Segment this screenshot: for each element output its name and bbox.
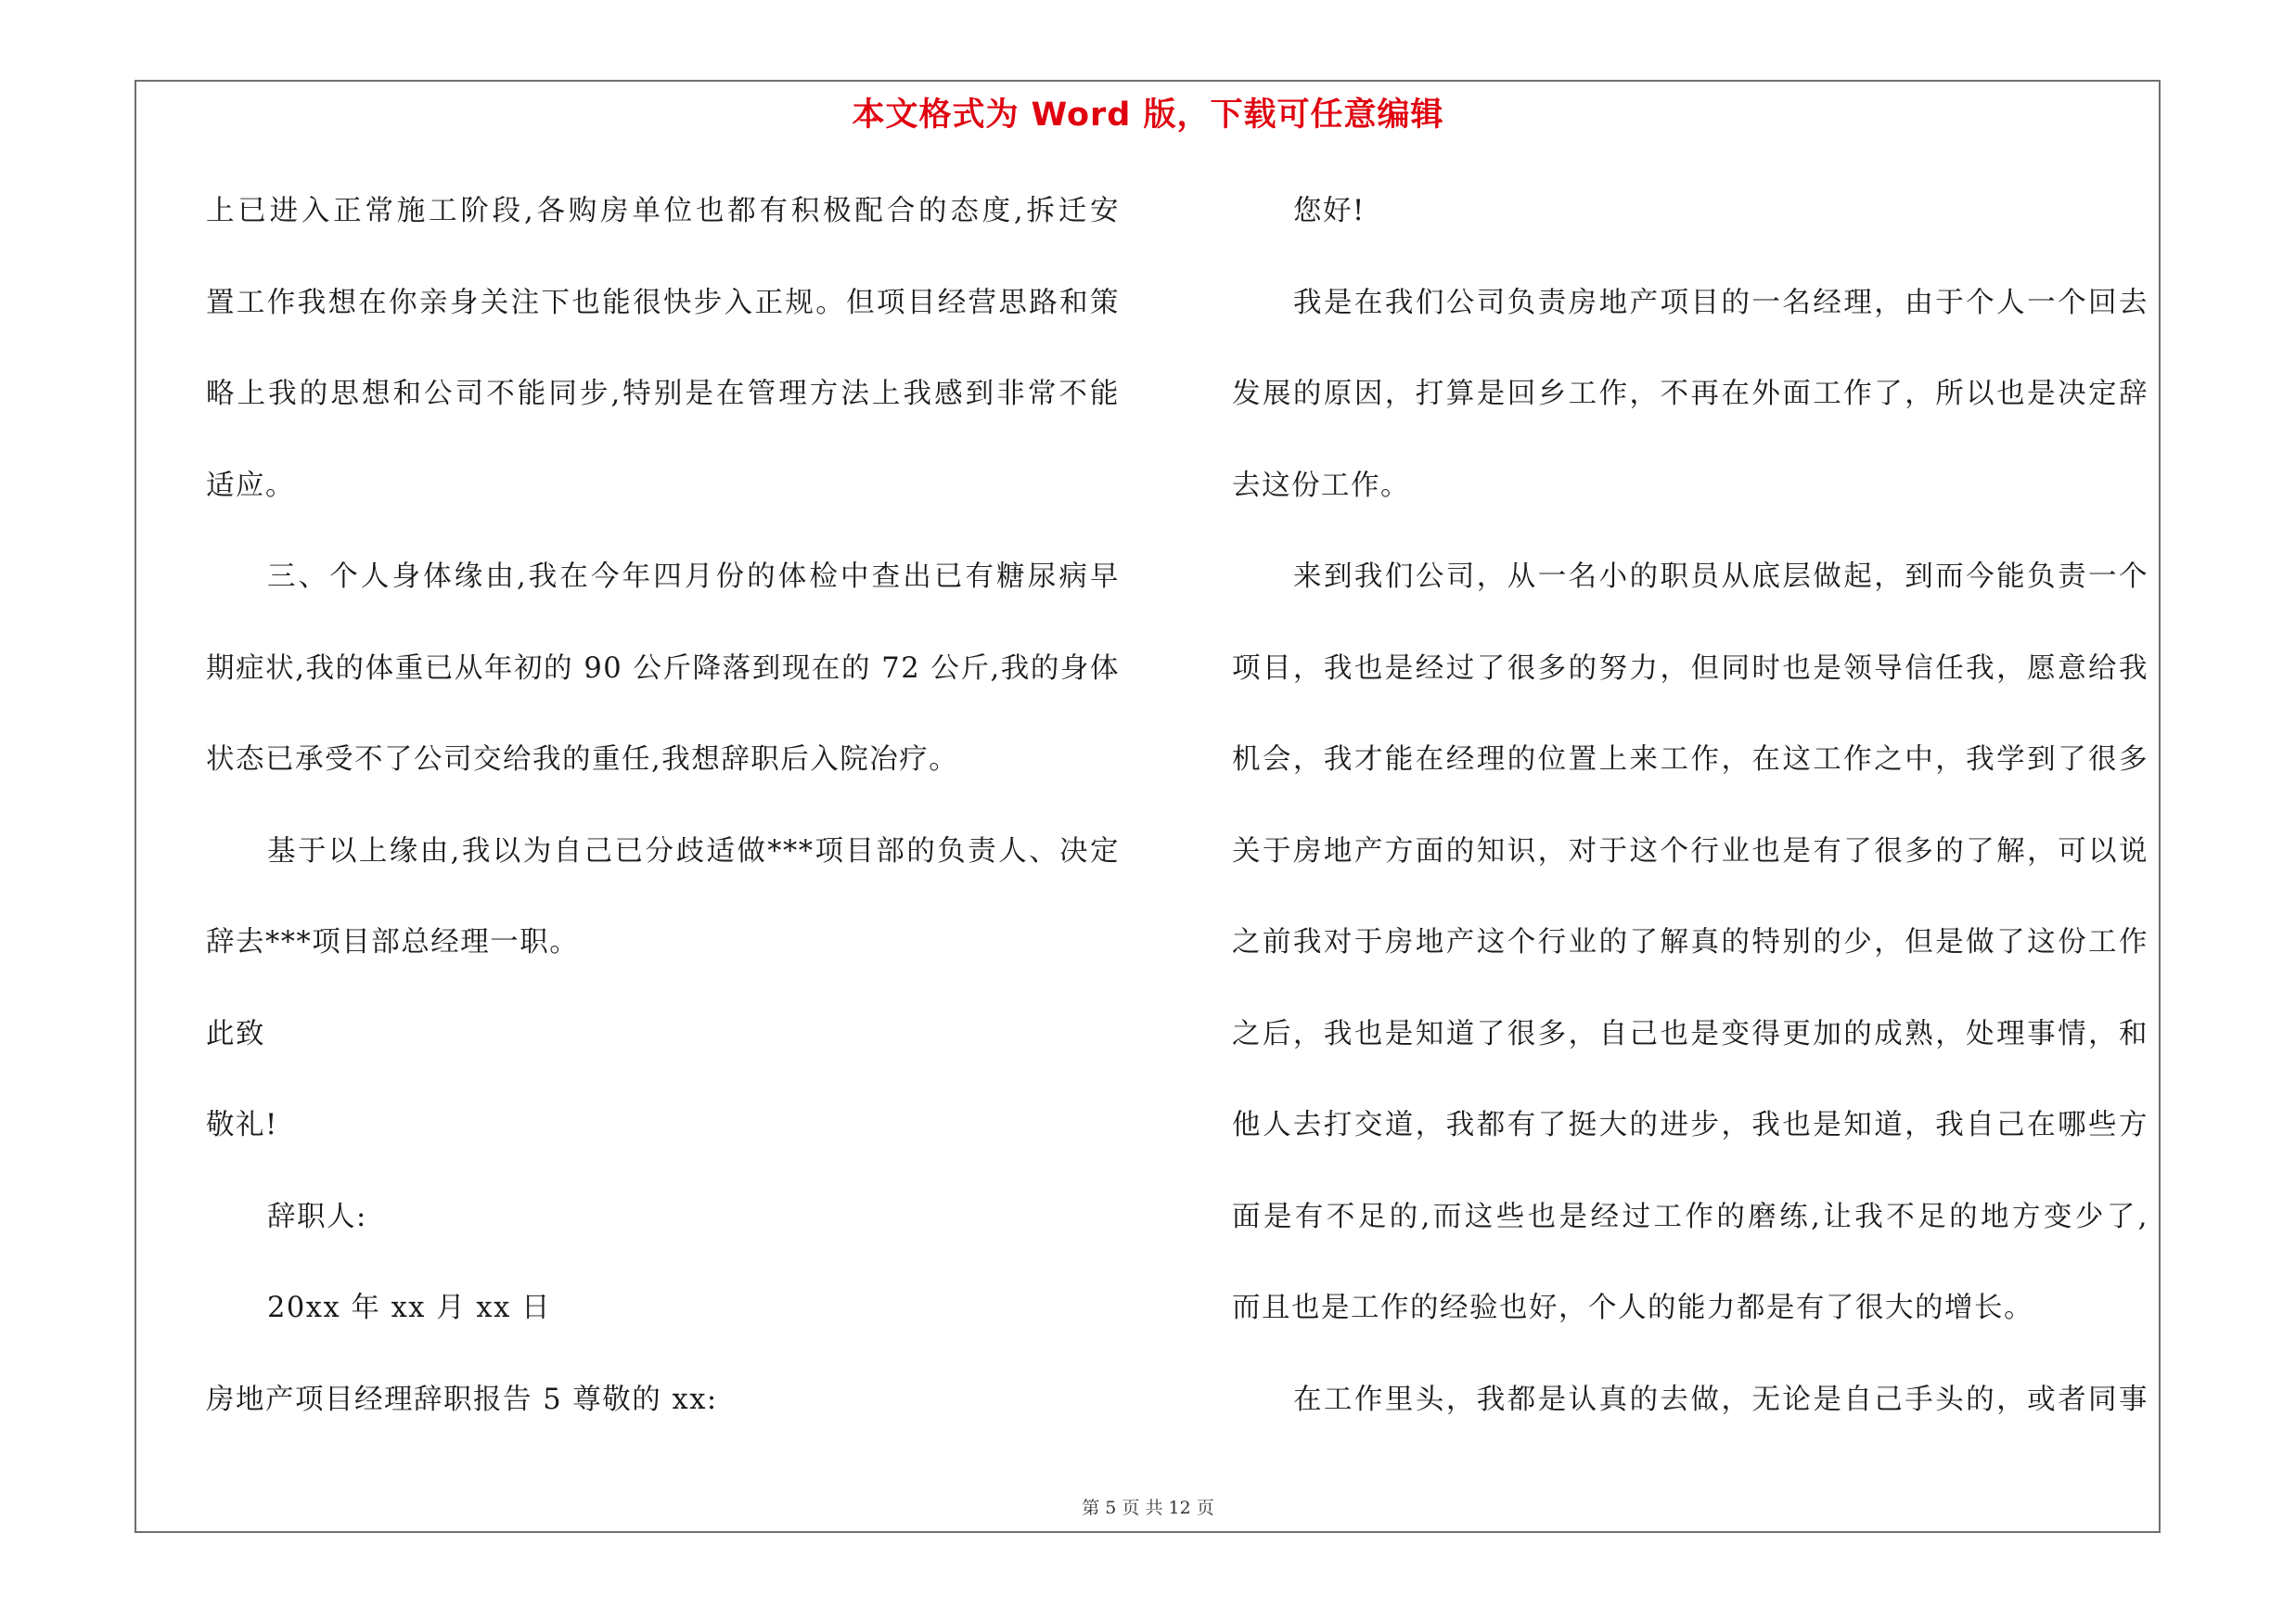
text-line: 关于房地产方面的知识，对于这个行业也是有了很多的了解，可以说 [1232,834,2148,868]
text-line: 面是有不足的,而这些也是经过工作的磨练,让我不足的地方变少了, [1232,1200,2148,1233]
text-line: 状态已承受不了公司交给我的重任,我想辞职后入院冶疗。 [206,743,959,776]
page-number: 第 5 页 共 12 页 [1082,1498,1214,1518]
text-line: 略上我的思想和公司不能同步,特别是在管理方法上我感到非常不能 [206,378,1120,410]
text-line: 适应。 [206,469,295,502]
section-title: 房地产项目经理辞职报告 5 尊敬的 xx: [206,1383,718,1416]
header-banner: 本文格式为 Word 版，下载可任意编辑 [852,97,1444,134]
text-line: 而且也是工作的经验也好，个人的能力都是有了很大的增长。 [1232,1292,2033,1324]
text-line: 在工作里头，我都是认真的去做，无论是自己手头的，或者同事 [1293,1383,2148,1416]
signature-label: 辞职人: [267,1200,367,1233]
text-line: 之后，我也是知道了很多，自己也是变得更加的成熟，处理事情，和 [1232,1017,2148,1050]
text-line: 基于以上缘由,我以为自己已分歧适做***项目部的负责人、决定 [267,834,1120,868]
text-line: 来到我们公司，从一名小的职员从底层做起，到而今能负责一个 [1293,560,2148,593]
greeting: 您好! [1293,195,1366,227]
text-line: 他人去打交道，我都有了挺大的进步，我也是知道，我自己在哪些方 [1232,1109,2148,1141]
right-column [1232,186,2148,1465]
text-line: 机会，我才能在经理的位置上来工作，在这工作之中，我学到了很多 [1232,743,2148,776]
left-column [206,186,1120,1465]
text-line: 期症状,我的体重已从年初的 90 公斤降落到现在的 72 公斤,我的身体 [206,651,1120,685]
text-line: 项目，我也是经过了很多的努力，但同时也是领导信任我，愿意给我 [1232,651,2148,685]
date-line: 20xx 年 xx 月 xx 日 [267,1292,551,1324]
text-line: 置工作我想在你亲身关注下也能很快步入正规。但项目经营思路和策 [206,286,1120,319]
text-line: 去这份工作。 [1232,469,1410,502]
text-line: 上已进入正常施工阶段,各购房单位也都有积极配合的态度,拆迁安 [206,195,1120,227]
text-line: 之前我对于房地产这个行业的了解真的特别的少，但是做了这份工作 [1232,926,2148,959]
text-line: 我是在我们公司负责房地产项目的一名经理，由于个人一个回去 [1293,286,2148,319]
text-line: 发展的原因，打算是回乡工作，不再在外面工作了，所以也是决定辞 [1232,378,2148,410]
text-line: 辞去***项目部总经理一职。 [206,926,580,959]
text-line: 三、个人身体缘由,我在今年四月份的体检中查出已有糖尿病早 [267,560,1120,593]
closing-phrase: 此致 [206,1017,265,1050]
salutation: 敬礼! [206,1109,278,1141]
